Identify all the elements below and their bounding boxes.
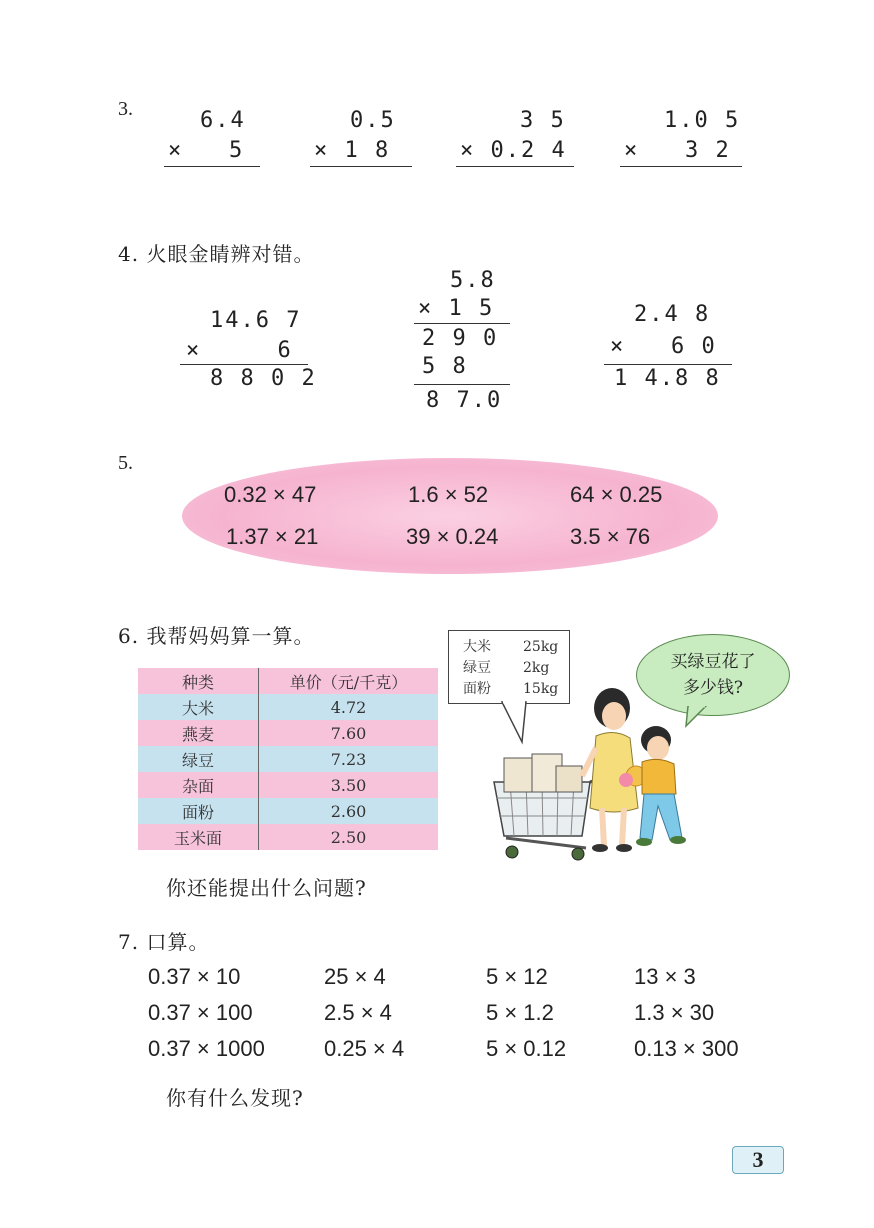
q5-expr-6: 3.5 × 76 [570, 524, 651, 549]
q7-expr-r3-c4: 0.13 × 300 [634, 1036, 739, 1061]
page-number: 3 [732, 1146, 784, 1174]
q3-problem-3-top: 3 5 [520, 108, 566, 133]
q5-expr-1: 0.32 × 47 [224, 482, 317, 507]
table-cell-kind: 绿豆 [138, 746, 259, 772]
q3-problem-1-top: 6.4 [200, 108, 246, 133]
q4-b-rule-1 [414, 323, 510, 324]
table-row [138, 824, 438, 850]
q7-expr-r1-c2: 25 × 4 [324, 964, 386, 989]
table-cell-kind: 玉米面 [138, 824, 259, 850]
table-cell-price: 3.50 [259, 772, 439, 798]
speech-line-2: 多少钱? [682, 678, 744, 698]
q7-expr-r3-c2: 0.25 × 4 [324, 1036, 405, 1061]
table-cell-price: 2.60 [259, 798, 439, 824]
q3-problem-2-rule [310, 166, 412, 167]
q4-b-rule-2 [414, 384, 510, 385]
q3-problem-4-rule [620, 166, 742, 167]
q4-a-rule [180, 364, 308, 365]
q3-problem-1-bottom: × 5 [168, 138, 245, 163]
q6-title: 6. 我帮妈妈算一算。 [118, 624, 315, 648]
q3-problem-1-rule [164, 166, 260, 167]
table-cell-kind: 杂面 [138, 772, 259, 798]
list-item [463, 637, 559, 658]
table-row [138, 798, 438, 824]
q4-a-mul: × 6 [186, 338, 293, 363]
table-cell-price: 2.50 [259, 824, 439, 850]
q5-expr-5: 39 × 0.24 [406, 524, 499, 549]
q3-problem-2-top: 0.5 [350, 108, 396, 133]
list-item-name: 面粉 [463, 681, 491, 697]
table-row [138, 772, 438, 798]
q4-c-result: 1 4.8 8 [614, 366, 721, 391]
list-item-name: 绿豆 [463, 660, 491, 676]
q7-expr-r1-c4: 13 × 3 [634, 964, 696, 989]
price-table [138, 668, 438, 850]
q4-title: 4. 火眼金睛辨对错。 [118, 242, 315, 266]
table-row [138, 720, 438, 746]
speech-line-1: 买绿豆花了 [670, 652, 756, 672]
q5-expr-3: 64 × 0.25 [570, 482, 663, 507]
q7-title: 7. 口算。 [118, 930, 210, 954]
q5-expr-4: 1.37 × 21 [226, 524, 319, 549]
q7-expr-r2-c2: 2.5 × 4 [324, 1000, 392, 1025]
q4-a-result: 8 8 0 2 [210, 366, 317, 391]
table-cell-kind: 大米 [138, 694, 259, 720]
q3-problem-4-bottom: × 3 2 [624, 138, 731, 163]
q5-expr-2: 1.6 × 52 [408, 482, 489, 507]
list-item-name: 大米 [463, 639, 491, 655]
table-cell-kind: 燕麦 [138, 720, 259, 746]
q7-expr-r2-c4: 1.3 × 30 [634, 1000, 715, 1025]
table-row [138, 746, 438, 772]
table-cell-price: 4.72 [259, 694, 439, 720]
q4-b-result: 8 7.0 [426, 388, 503, 413]
q3-problem-2-bottom: × 1 8 [314, 138, 391, 163]
q4-b-partial-2: 5 8 [422, 354, 468, 379]
q3-problem-4-top: 1.0 5 [664, 108, 741, 133]
list-item-qty: 15kg [523, 681, 559, 697]
q4-b-top: 5.8 [450, 268, 496, 293]
q5-pink-ellipse [182, 458, 718, 574]
q7-expr-r1-c1: 0.37 × 10 [148, 964, 241, 989]
table-cell-price: 7.60 [259, 720, 439, 746]
q5-number: 5. [118, 452, 133, 474]
q4-b-partial-1: 2 9 0 [422, 326, 499, 351]
q4-c-mul: × 6 0 [610, 334, 717, 359]
q7-expr-r3-c3: 5 × 0.12 [486, 1036, 567, 1061]
q4-a-top: 14.6 7 [210, 308, 302, 333]
table-cell-price: 7.23 [259, 746, 439, 772]
price-table-header [138, 668, 438, 694]
q3-number: 3. [118, 98, 133, 120]
list-item [463, 658, 550, 679]
q4-c-top: 2.4 8 [634, 302, 711, 327]
shopping-illustration [486, 678, 700, 868]
q3-problem-3-rule [456, 166, 574, 167]
q4-c-rule [604, 364, 732, 365]
price-table-header-kind: 种类 [138, 668, 259, 694]
q3-problem-3-bottom: × 0.2 4 [460, 138, 567, 163]
price-table-header-price: 单价（元/千克） [259, 668, 439, 694]
q7-expr-r1-c3: 5 × 12 [486, 964, 548, 989]
list-item-qty: 25kg [523, 639, 559, 655]
table-cell-kind: 面粉 [138, 798, 259, 824]
q7-expr-r3-c1: 0.37 × 1000 [148, 1036, 265, 1061]
list-item-qty: 2kg [523, 660, 550, 676]
q7-expr-r2-c3: 5 × 1.2 [486, 1000, 554, 1025]
q6-followup-question: 你还能提出什么问题? [166, 876, 367, 900]
q7-expr-r2-c1: 0.37 × 100 [148, 1000, 253, 1025]
q7-followup-question: 你有什么发现? [166, 1086, 304, 1110]
q4-b-mul: × 1 5 [418, 296, 495, 321]
table-row [138, 694, 438, 720]
